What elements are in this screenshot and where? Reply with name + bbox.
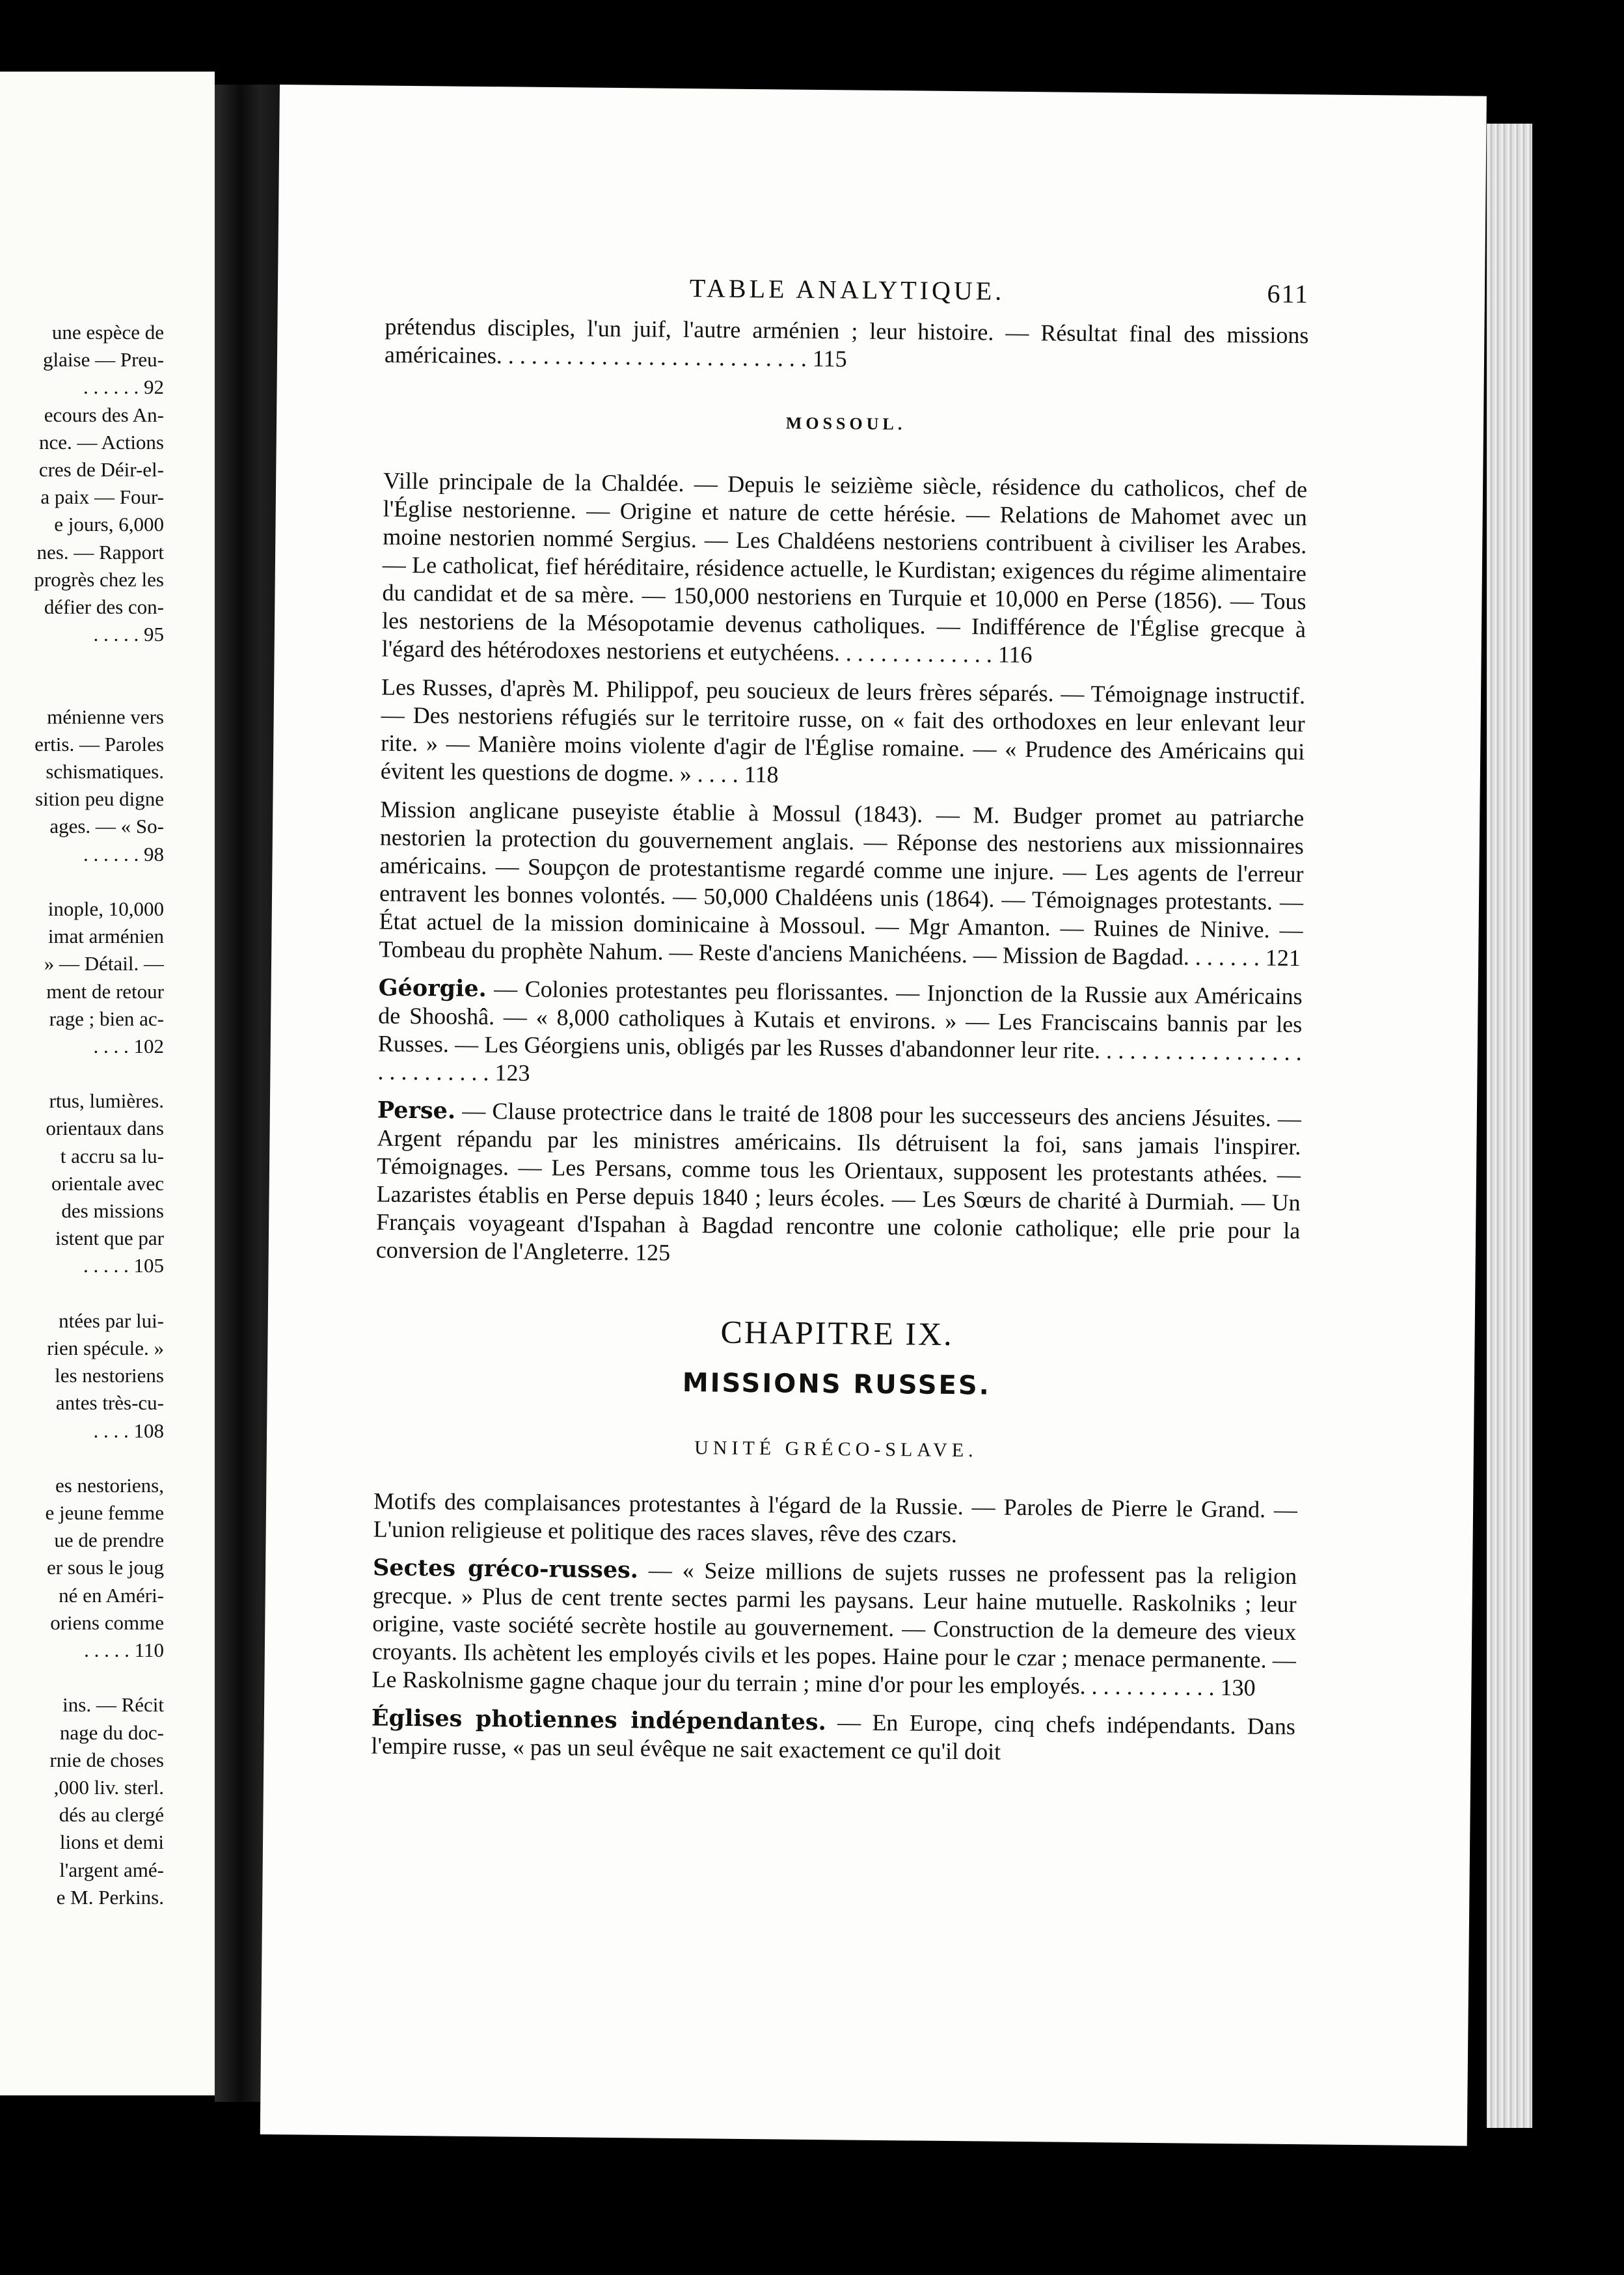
intro-entry: [385, 313, 1309, 378]
facing-page-line: inople, 10,000: [47, 897, 164, 920]
scan-border: [0, 2226, 1624, 2275]
facing-page-line: [0, 1445, 164, 1472]
index-entry: [379, 796, 1304, 973]
running-head: [385, 271, 1310, 320]
index-entry: [371, 1704, 1295, 1769]
facing-page-line: oriens comme: [50, 1611, 164, 1634]
facing-page-line: des missions: [61, 1199, 164, 1222]
facing-page-line: antes très-cu-: [55, 1391, 164, 1415]
facing-page-left: [0, 72, 215, 2095]
facing-page-line: ages. — « So-: [49, 815, 164, 838]
page-reference: 130: [1220, 1674, 1256, 1701]
facing-page-line: imat arménien: [47, 925, 164, 948]
chapter-entries: [371, 1487, 1297, 1769]
page-reference: 123: [494, 1059, 530, 1086]
facing-page-line: er sous le joug: [47, 1556, 164, 1579]
facing-page-line: [0, 1060, 164, 1087]
facing-page-line: défier des con-: [44, 595, 164, 618]
facing-page-line: ertis. — Paroles: [34, 732, 164, 756]
facing-page-line: orientale avec: [51, 1171, 164, 1195]
index-entry: [376, 1097, 1301, 1274]
index-entry: [381, 674, 1306, 795]
index-entry: [372, 1553, 1297, 1702]
facing-page-line: progrès chez les: [34, 567, 164, 591]
facing-page-line: es nestoriens,: [55, 1473, 164, 1497]
facing-page-line: » — Détail. —: [44, 952, 164, 975]
entry-text: Motifs des complaisances protestantes à l'égard de la Russie. — Paroles de Pierre le Grand. — L'union religieuse et politique des races slaves, rêve des czars.: [373, 1488, 1298, 1548]
page-reference: 115: [812, 345, 847, 372]
facing-page-line: [0, 868, 164, 895]
chapter-subtitle: MISSIONS RUSSES.: [682, 1368, 992, 1401]
facing-page-line: glaise — Preu-: [43, 348, 164, 372]
facing-page-line: né en Améri-: [59, 1583, 164, 1607]
entry-text: Mission anglicane puseyiste établie à Mossul (1843). — M. Budger promet au patriarche nestorien la protection du gouvernement anglais. — Réponse des nestoriens aux missionnaires américains. — Soupçon de protestantisme regardé comme une injure. — Les agents de l'erreur entravent les bonnes volontés. — 50,000 Chaldéens unis (1864). — Témoignages protestants. — État actuel de la mission dominicaine à Mossoul. — Mgr Amanton. — Ruines de Ninive. — Tombeau du prophète Nahum. — Reste d'anciens Manichéens. — Mission de Bagdad. . . . . . .: [379, 796, 1305, 971]
facing-page-line: ménienne vers: [47, 705, 164, 728]
facing-page-line: une espèce de: [51, 321, 164, 344]
entry-text: Ville principale de la Chaldée. — Depuis le seizième siècle, résidence du catholicos, chef de l'Église nestorienne. — Origine et nature de cette hérésie. — Relations de Mahomet avec un moine nestorien nommé Sergius. — Les Chaldéens nestoriens contribuent à civiliser les Arabes. — Le catholicat, fief héréditaire, résidence actuelle, le Kurdistan; exigences du régime alimentaire du candidat et de sa mère. — 150,000 nestoriens en Turquie et 10,000 en Perse (1856). — Tous les nestoriens de la Mésopotamie devenus catholiques. — Indifférence de l'Église grecque à l'égard des hétérodoxes nestoriens et eutychéens. . . . . . . . . . . . . .: [381, 467, 1308, 668]
facing-page-line: rtus, lumières.: [49, 1089, 164, 1113]
facing-page-line: rien spécule. »: [47, 1336, 164, 1359]
index-entry: [373, 1487, 1297, 1552]
facing-page-line: les nestoriens: [55, 1364, 164, 1387]
facing-page-line: [0, 675, 164, 703]
mossoul-entries: [376, 467, 1308, 1274]
entry-heading: Églises photiennes indépendantes.: [371, 1704, 826, 1736]
facing-page-line: schismatiques.: [46, 760, 164, 783]
facing-page-line: . . . . . 105: [83, 1254, 164, 1277]
entry-text: Les Russes, d'après M. Philippof, peu soucieux de leurs frères séparés. — Témoignage instructif. — Des nestoriens réfugiés sur le territoire russe, on « fait des orthodoxes en leur enlevant leur rite. » — Manière moins violente d'agir de l'Église romaine. — « Prudence des Américains qui évitent les questions de dogme. » . . . .: [380, 674, 1306, 787]
facing-page-line: cres de Déir-el-: [38, 457, 164, 481]
facing-page-line: [0, 1664, 164, 1691]
facing-page-line: t accru sa lu-: [60, 1144, 164, 1167]
facing-page-line: sition peu digne: [34, 787, 164, 811]
facing-page-line: rage ; bien ac-: [49, 1007, 164, 1030]
facing-page-line: . . . . . 110: [84, 1639, 164, 1661]
facing-page-line: nce. — Actions: [39, 430, 164, 454]
index-entry: [377, 974, 1303, 1095]
entry-text: — Clause protectrice dans le traité de 1808 pour les successeurs des anciens Jésuites. — Argent répandu par les ministres américains. Ils détruisent la foi, sans jamais l'inspirer. Témoignages. — Les Persans, comme tous les Orientaux, supposent les protestants athées. — Lazaristes établis en Perse depuis 1840 ; leurs écoles. — Les Sœurs de charité à Durmiah. — Un Français voyageant d'Ispahan à Bagdad rencontre une colonie catholique; elle prie pour la conversion de l'Angleterre.: [375, 1097, 1302, 1266]
page-reference: 121: [1265, 944, 1301, 972]
running-title: TABLE ANALYTIQUE.: [689, 273, 1005, 306]
facing-page-line: ins. — Récit: [62, 1693, 164, 1717]
page-content: [371, 271, 1309, 1780]
entry-text: — « Seize millions de sujets russes ne professent pas la religion grecque. » Plus de cent trente sectes parmi les paysans. Leur haine mutuelle. Raskolniks ; leur origine, vaste société secrète hostile au gouvernement. — Construction de la demeure des vieux croyants. Ils achètent les employés civils et les popes. Haine pour le czar ; menace permanente. — Le Raskolnisme gagne chaque jour du terrain ; mine d'or pour les employés. . . . . . . . . . . .: [372, 1557, 1297, 1700]
facing-page-line: ,000 liv. sterl.: [53, 1775, 164, 1799]
chapter-title: CHAPITRE IX.: [720, 1313, 954, 1353]
facing-page-line: . . . . . . 98: [83, 842, 164, 865]
facing-page-line: istent que par: [55, 1227, 164, 1250]
facing-page-text: [0, 319, 164, 1911]
page-number: 611: [1267, 279, 1310, 309]
book-page: [260, 85, 1487, 2146]
facing-page-line: e jours, 6,000: [54, 513, 164, 536]
facing-page-line: ntées par lui-: [59, 1309, 164, 1332]
entry-heading: Perse.: [377, 1097, 456, 1124]
facing-page-line: . . . . 108: [93, 1419, 164, 1442]
facing-page-line: . . . . . . 92: [83, 375, 164, 399]
entry-text: — Colonies protestantes peu florissantes. — Injonction de la Russie aux Américains de Shooshâ. — « 8,000 catholiques à Kutais et environs. » — Les Franciscains bannis par les Russes. — Les Géorgiens unis, obligés par les Russes d'abandonner leur rite. . . . . . . . . . . . . . . . . . . . . . . . . . . .: [377, 975, 1303, 1086]
facing-page-line: dés au clergé: [59, 1803, 164, 1827]
facing-page-line: [0, 1280, 164, 1307]
page-reference: 125: [634, 1239, 671, 1266]
facing-page-line: nage du doc-: [59, 1721, 164, 1744]
facing-page-line: l'argent amé-: [59, 1858, 164, 1881]
facing-page-line: rnie de choses: [49, 1748, 164, 1771]
entry-heading: Géorgie.: [378, 974, 487, 1003]
facing-page-line: [0, 648, 164, 675]
index-entry: [381, 467, 1307, 672]
entry-text: — En Europe, cinq chefs indépendants. Dans l'empire russe, « pas un seul évêque ne sait exactement ce qu'il doit: [371, 1709, 1296, 1765]
facing-page-line: e jeune femme: [45, 1501, 164, 1525]
facing-page-line: a paix — Four-: [40, 485, 164, 509]
facing-page-line: ment de retour: [46, 979, 164, 1003]
facing-page-line: e M. Perkins.: [56, 1885, 164, 1909]
page-reference: 118: [744, 761, 779, 788]
page-edges: [1487, 124, 1532, 2128]
entry-text: prétendus disciples, l'un juif, l'autre arménien ; leur histoire. — Résultat final des missions américaines. . . . . . . . . . . . . . . . . . . . . . . . . . .: [384, 313, 1309, 372]
facing-page-line: . . . . 102: [93, 1034, 164, 1057]
facing-page-line: ecours des An-: [44, 403, 164, 426]
facing-page-line: lions et demi: [59, 1831, 164, 1854]
facing-page-line: orientaux dans: [46, 1117, 164, 1140]
page-reference: 116: [997, 641, 1033, 668]
chapter-section-title: UNITÉ GRÉCO-SLAVE.: [694, 1437, 978, 1462]
section-title-mossoul: MOSSOUL.: [785, 413, 906, 434]
facing-page-line: nes. — Rapport: [36, 540, 164, 564]
facing-page-line: . . . . . 95: [93, 623, 164, 646]
entry-heading: Sectes gréco-russes.: [372, 1554, 639, 1584]
facing-page-line: ue de prendre: [54, 1529, 164, 1552]
